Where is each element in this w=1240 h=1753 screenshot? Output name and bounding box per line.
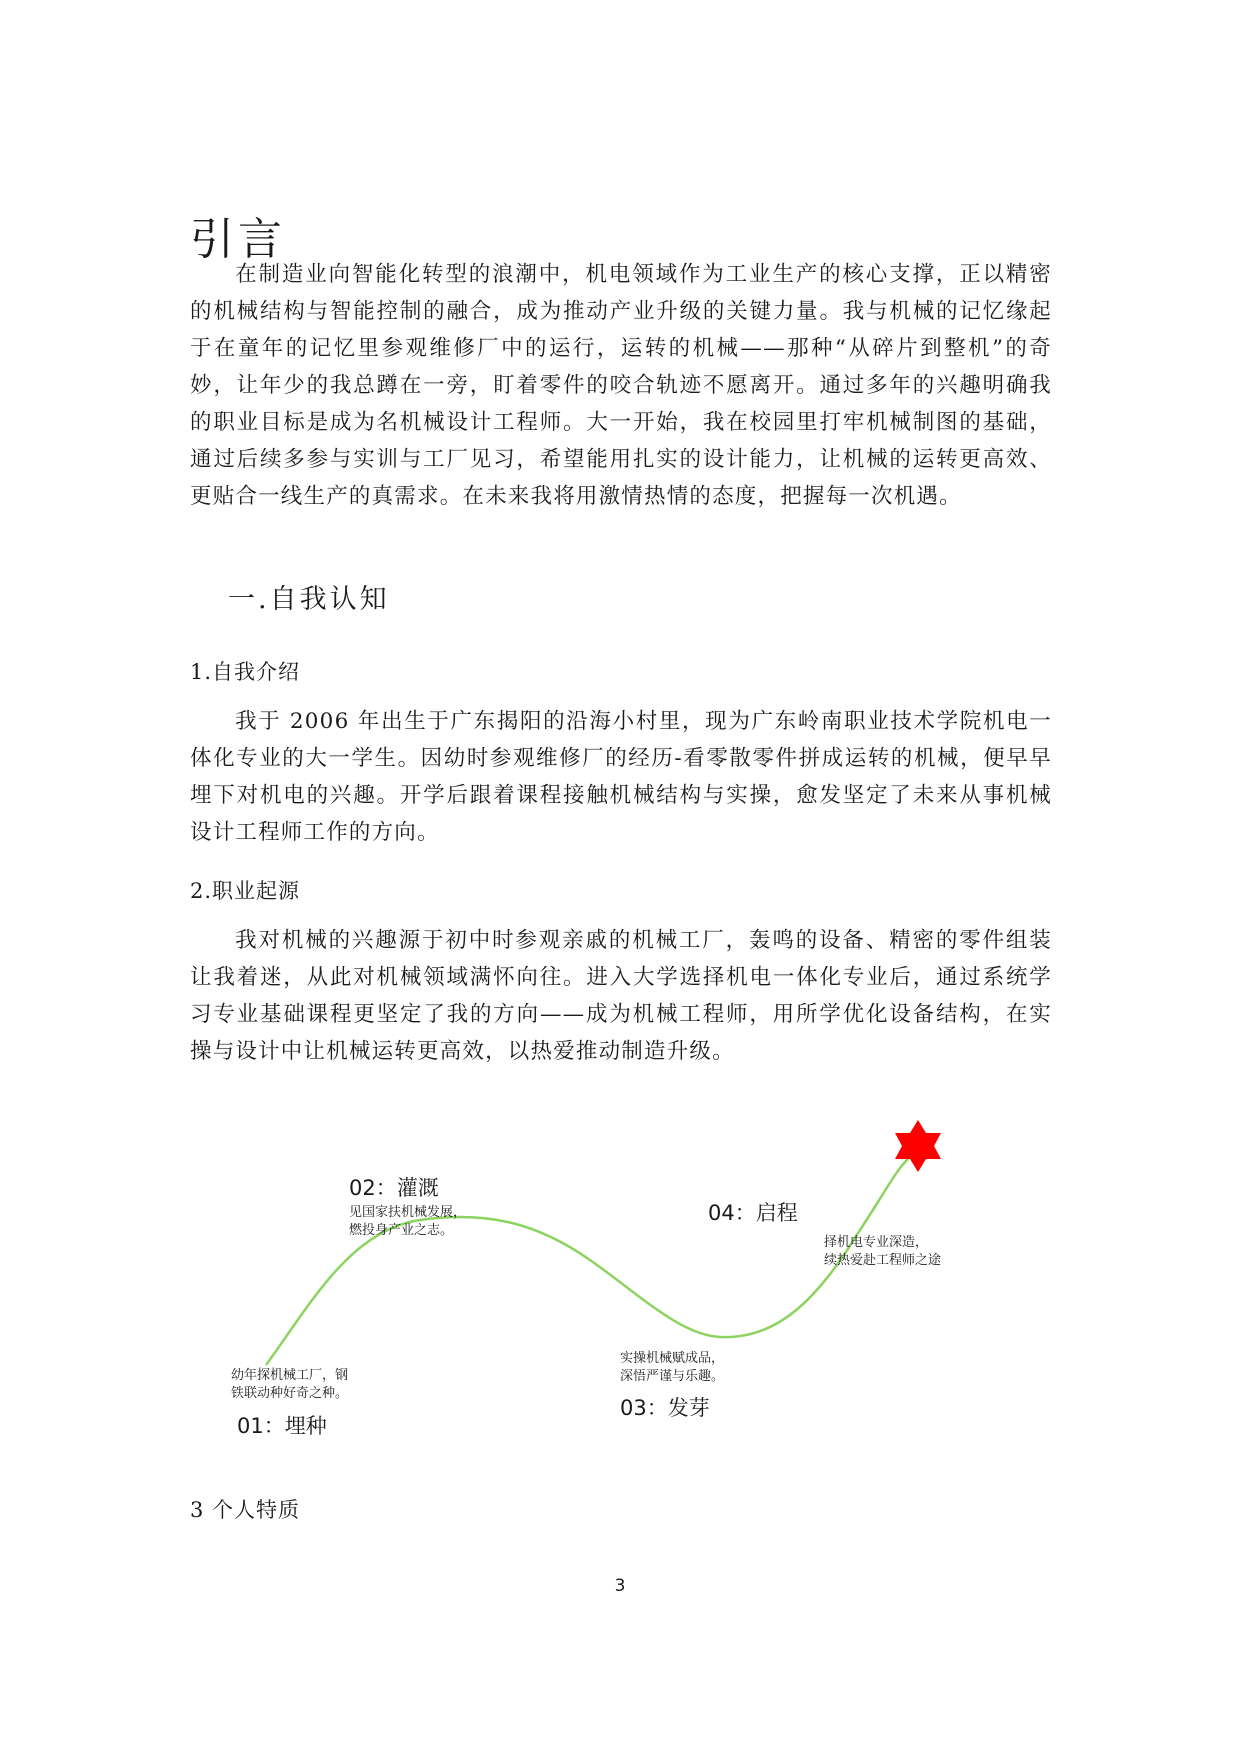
- subsection-heading-career-origin: 2.职业起源: [190, 879, 301, 903]
- timeline-stage-3-title: 03：发芽: [620, 1396, 710, 1420]
- star-icon: [895, 1120, 941, 1172]
- subsection-heading-self-intro: 1.自我介绍: [190, 660, 301, 684]
- stage-4-desc-line-1: 择机电专业深造，: [824, 1235, 929, 1250]
- timeline-stage-1-desc: [231, 1367, 348, 1403]
- timeline-stage-4-title: 04：启程: [708, 1201, 798, 1225]
- stage-1-desc-line-2: 铁联动种好奇之种。: [231, 1386, 349, 1401]
- stage-4-desc-line-2: 续热爱赴工程师之途: [824, 1253, 942, 1268]
- timeline-stage-4-desc: [824, 1234, 941, 1270]
- self-intro-paragraph: 我于 2006 年出生于广东揭阳的沿海小村里，现为广东岭南职业技术学院机电一体化专业的大一学生。因幼时参观维修厂的经历-看零散零件拼成运转的机械，便早早埋下对机电的兴趣。开学后跟着课程接触机械结构与实操，愈发坚定了未来从事机械设计工程师工作的方向。: [190, 709, 1052, 845]
- timeline-stage-2-desc: [349, 1204, 466, 1240]
- page-number: 3: [614, 1576, 626, 1596]
- stage-2-desc-line-1: 见国家扶机械发展，: [349, 1205, 467, 1220]
- stage-1-desc-line-1: 幼年探机械工厂，钢: [231, 1368, 349, 1383]
- timeline-stage-2-title: 02：灌溉: [349, 1176, 439, 1200]
- section-heading: 一.自我认知: [228, 584, 390, 615]
- career-origin-paragraph: 我对机械的兴趣源于初中时参观亲戚的机械工厂，轰鸣的设备、精密的零件组装让我着迷，从此对机械领域满怀向往。进入大学选择机电一体化专业后，通过系统学习专业基础课程更坚定了我的方向——成为机械工程师，用所学优化设备结构，在实操与设计中让机械运转更高效，以热爱推动制造升级。: [190, 928, 1052, 1064]
- subsection-heading-personal-traits: 3 个人特质: [190, 1498, 301, 1522]
- page-title: 引言: [190, 214, 286, 265]
- timeline-stage-1-title: 01：埋种: [237, 1414, 327, 1438]
- timeline-curve: [266, 1150, 920, 1365]
- timeline-stage-3-desc: [620, 1350, 724, 1386]
- intro-paragraph: 在制造业向智能化转型的浪潮中，机电领域作为工业生产的核心支撑，正以精密的机械结构与智能控制的融合，成为推动产业升级的关键力量。我与机械的记忆缘起于在童年的记忆里参观维修厂中的运行，运转的机械——那种“从碎片到整机”的奇妙，让年少的我总蹲在一旁，盯着零件的咬合轨迹不愿离开。通过多年的兴趣明确我的职业目标是成为名机械设计工程师。大一开始，我在校园里打牢机械制图的基础，通过后续多参与实训与工厂见习，希望能用扎实的设计能力，让机械的运转更高效、更贴合一线生产的真需求。在未来我将用激情热情的态度，把握每一次机遇。: [190, 262, 1052, 509]
- stage-3-desc-line-1: 实操机械赋成品，: [620, 1351, 725, 1366]
- stage-2-desc-line-2: 燃投身产业之志。: [349, 1223, 454, 1238]
- stage-3-desc-line-2: 深悟严谨与乐趣。: [620, 1369, 725, 1384]
